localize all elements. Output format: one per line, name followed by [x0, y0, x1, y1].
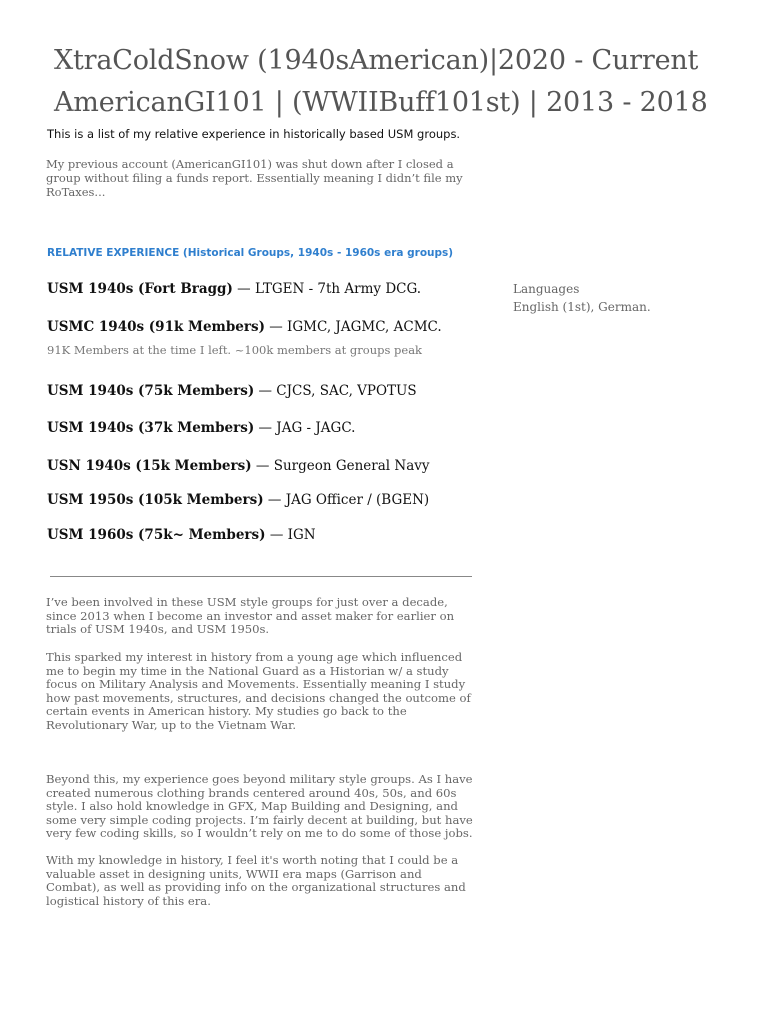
experience-group: USM 1940s (75k Members): [47, 383, 255, 399]
paragraph: With my knowledge in history, I feel it's worth noting that I could be a valuable asset in designing units, WWII era maps (Garrison and Combat), as well as providing info on the organizational structures and logistical history of this era.: [46, 853, 466, 908]
paragraph: This sparked my interest in history from a young age which influenced me to begin my time in the National Guard as a Historian w/ a study focus on Military Analysis and Movements. Essentially meaning I study how past movements, structures, and decisions changed the outcome of certain events in American history. My studies go back to the Revolutionary War, up to the Vietnam War.: [46, 650, 471, 732]
experience-item: [47, 383, 417, 399]
experience-item: [47, 281, 421, 297]
title-line-2: AmericanGI101 | (WWIIBuff101st) | 2013 - 2018: [54, 87, 708, 118]
experience-role: — JAG - JAGC.: [254, 420, 356, 436]
experience-item: [47, 458, 430, 474]
title-line-1: XtraColdSnow (1940sAmerican)|2020 - Current: [54, 45, 699, 76]
account-note: My previous account (AmericanGI101) was shut down after I closed a group without filing a funds report. Essentially meaning I didn’t file my RoTaxes...: [46, 157, 463, 199]
experience-group: USM 1960s (75k~ Members): [47, 527, 266, 543]
divider: [50, 576, 472, 577]
experience-role: — IGMC, JAGMC, ACMC.: [264, 319, 442, 335]
experience-group: USN 1940s (15k Members): [47, 458, 252, 474]
experience-role: — IGN: [265, 527, 316, 543]
experience-group: USM 1950s (105k Members): [47, 492, 264, 508]
experience-group: USMC 1940s (91k Members): [47, 319, 265, 335]
experience-role: — CJCS, SAC, VPOTUS: [254, 383, 417, 399]
intro-text: This is a list of my relative experience in historically based USM groups.: [47, 127, 461, 141]
section-heading: RELATIVE EXPERIENCE (Historical Groups, 1940s - 1960s era groups): [47, 247, 454, 259]
experience-role: — LTGEN - 7th Army DCG.: [232, 281, 422, 297]
languages-value: English (1st), German.: [513, 300, 651, 314]
languages-sidebar: [513, 280, 651, 316]
paragraph: Beyond this, my experience goes beyond military style groups. As I have created numerous clothing brands centered around 40s, 50s, and 60s style. I also hold knowledge in GFX, Map Building and Designing, and some very simple coding projects. I’m fairly decent at building, but have very few coding skills, so I wouldn’t rely on me to do some of those jobs.: [46, 772, 473, 841]
experience-group: USM 1940s (37k Members): [47, 420, 255, 436]
languages-label: Languages: [513, 282, 580, 296]
experience-role: — Surgeon General Navy: [251, 458, 430, 474]
paragraph: I’ve been involved in these USM style groups for just over a decade, since 2013 when I become an investor and asset maker for earlier on trials of USM 1940s, and USM 1950s.: [46, 595, 455, 637]
experience-item: [47, 319, 442, 335]
experience-item: [47, 492, 429, 508]
experience-role: — JAG Officer / (BGEN): [263, 492, 430, 508]
experience-group: USM 1940s (Fort Bragg): [47, 281, 233, 297]
experience-item: [47, 420, 355, 436]
experience-note: 91K Members at the time I left. ~100k members at groups peak: [47, 343, 423, 357]
page-title: [54, 40, 754, 124]
experience-item: [47, 527, 316, 543]
